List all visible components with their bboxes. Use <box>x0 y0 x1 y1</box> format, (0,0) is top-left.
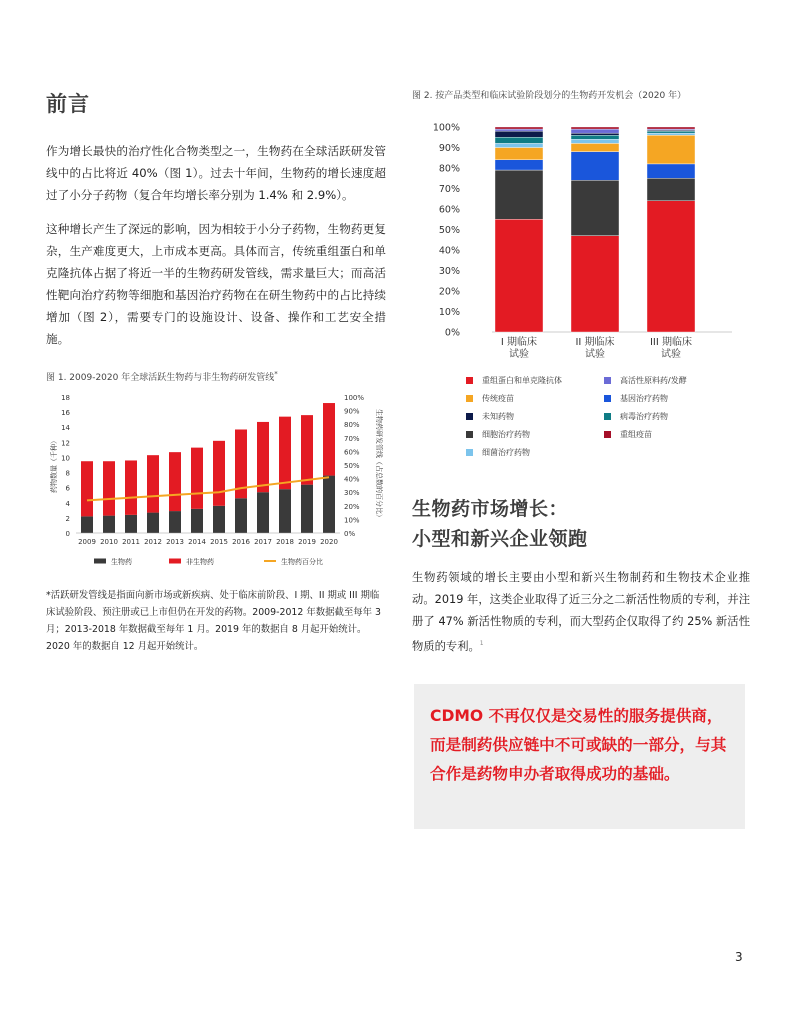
fig2-y-tick: 80% <box>438 163 460 175</box>
fig2-bar-segment <box>495 129 543 131</box>
fig2-x-tick: II 期临床 <box>575 337 615 348</box>
fig2-legend-label: 重组蛋白和单克隆抗体 <box>482 376 562 385</box>
growth-title-line2: 小型和新兴企业领跑 <box>412 528 588 550</box>
growth-paragraph-text: 生物药领域的增长主要由小型和新兴生物制药和生物技术企业推动。2019 年，这类企业取得了近三分之二新活性物质的专利，并注册了 47% 新活性物质的专利，而大型药企仅取得了约 25% 新活性物质的专利。 <box>412 571 750 653</box>
fig1-bar-nonbio <box>81 461 93 516</box>
fig1-legend-swatch <box>169 559 181 564</box>
fig1-y2-tick: 70% <box>344 434 360 443</box>
fig2-bar-segment <box>495 127 543 129</box>
fig1-bar-nonbio <box>301 415 313 485</box>
fig2-bar-segment <box>495 148 543 160</box>
fig2-x-tick: I 期临床 <box>500 337 538 348</box>
fig2-bar-segment <box>571 180 619 235</box>
intro-paragraph-1: 作为增长最快的治疗性化合物类型之一，生物药在全球活跃研发管线中的占比将近 40%（图 1）。过去十年间，生物药的增长速度超过了小分子药物（复合年均增长率分别为 1.4% 和 2.9%）。 <box>46 144 386 202</box>
fig2-legend-item <box>604 393 668 404</box>
fig1-x-tick: 2009 <box>78 538 96 546</box>
fig2-bar-segment <box>571 143 619 151</box>
right-column <box>412 88 747 380</box>
fig2-bar-segment <box>495 170 543 219</box>
fig1-x-tick: 2018 <box>276 538 294 546</box>
fig2-y-tick: 50% <box>438 225 460 236</box>
fig2-legend-label: 细菌治疗药物 <box>482 448 530 457</box>
fig2-legend-item <box>604 429 652 440</box>
fig1-x-tick: 2017 <box>254 538 272 546</box>
fig1-legend-label: 非生物药 <box>186 558 214 566</box>
fig1-y2-tick: 100% <box>344 394 365 402</box>
fig2-bar-segment <box>495 131 543 137</box>
fig1-y-tick: 16 <box>61 409 70 418</box>
fig1-bar-bio <box>191 509 203 533</box>
page-number: 3 <box>735 950 743 964</box>
growth-paragraph-sup: 1 <box>479 640 484 647</box>
fig2-bar-segment <box>571 236 619 332</box>
fig1-y2-tick: 10% <box>344 516 360 525</box>
fig1-chart <box>46 389 386 579</box>
fig2-bar-segment <box>571 127 619 129</box>
fig1-legend-label: 生物药 <box>111 558 132 566</box>
fig2-legend-swatch <box>466 377 473 384</box>
fig1-bar-nonbio <box>103 461 115 515</box>
fig2-y-tick: 60% <box>438 204 460 216</box>
fig1-y2-tick: 20% <box>344 502 360 511</box>
left-column <box>46 88 386 655</box>
fig2-bar-segment <box>571 139 619 143</box>
fig1-x-tick: 2013 <box>166 538 184 546</box>
fig1-y2-tick: 80% <box>344 421 360 430</box>
fig2-legend-item <box>604 375 687 386</box>
fig2-legend-label: 高活性原料药/发酵 <box>620 376 687 385</box>
fig2-x-tick: 试验 <box>509 349 529 360</box>
fig2-legend-swatch <box>604 431 611 438</box>
fig1-bar-bio <box>147 513 159 533</box>
fig2-legend-label: 基因治疗药物 <box>620 394 668 403</box>
fig2-legend-item <box>466 429 530 440</box>
fig2-bar-segment <box>571 152 619 181</box>
fig1-bar-nonbio <box>125 460 137 514</box>
fig1-x-tick: 2016 <box>232 538 250 546</box>
fig2-y-tick: 90% <box>438 143 460 154</box>
fig2-x-tick: III 期临床 <box>649 337 693 348</box>
fig1-x-tick: 2010 <box>100 538 118 546</box>
fig2-bar-segment <box>647 135 695 164</box>
growth-paragraph <box>412 567 750 658</box>
fig1-y-tick: 4 <box>65 499 70 508</box>
fig2-bar-segment <box>647 164 695 178</box>
fig1-legend-swatch <box>94 559 106 564</box>
fig2-legend-item <box>466 447 530 458</box>
fig1-y2-tick: 30% <box>344 489 360 498</box>
fig1-y-tick: 12 <box>61 439 70 448</box>
fig2-bar-segment <box>647 178 695 201</box>
fig1-y2-label: 生物药研发管线（占总数的百分比） <box>375 409 383 521</box>
fig1-bar-bio <box>279 489 291 533</box>
fig1-y-tick: 14 <box>61 424 70 433</box>
fig2-bar-segment <box>571 135 619 139</box>
fig2-legend-label: 病毒治疗药物 <box>620 412 668 421</box>
fig1-line-percent <box>87 477 329 500</box>
fig1-caption-sup: * <box>274 370 278 378</box>
growth-title-line1: 生物药市场增长： <box>412 498 569 520</box>
fig2-legend-swatch <box>466 413 473 420</box>
callout-box <box>414 684 745 829</box>
fig1-bar-nonbio <box>323 403 335 476</box>
intro-paragraph-2: 这种增长产生了深远的影响，因为相较于小分子药物，生物药更复杂，生产难度更大，上市成本更高。具体而言，传统重组蛋白和单克隆抗体占据了将近一半的生物药研发管线，需求量巨大；而高活性靶向治疗药物等细胞和基因治疗药物在在研生物药中的占比持续增加（图 2），需要专门的设施设计、设备、操作和工艺安全措施。 <box>46 222 386 346</box>
fig2-y-tick: 30% <box>438 266 460 277</box>
fig2-legend-item <box>466 393 514 404</box>
fig1-bar-bio <box>169 511 181 533</box>
fig1-bar-bio <box>125 515 137 533</box>
fig1-bar-nonbio <box>213 441 225 506</box>
fig1-y-tick: 18 <box>61 394 70 402</box>
fig2-legend-item <box>466 375 562 386</box>
fig1-x-tick: 2015 <box>210 538 228 546</box>
fig2-bar-segment <box>495 143 543 147</box>
fig1-bar-bio <box>81 516 93 533</box>
fig1-bar-nonbio <box>169 452 181 511</box>
fig1-bar-nonbio <box>279 417 291 490</box>
fig1-bar-nonbio <box>147 455 159 512</box>
fig2-legend-swatch <box>466 431 473 438</box>
fig1-caption-text: 图 1. 2009-2020 年全球活跃生物药与非生物药研发管线 <box>46 373 275 383</box>
fig1-y-tick: 0 <box>65 530 70 538</box>
fig1-bar-bio <box>323 476 335 533</box>
fig2-legend-swatch <box>604 413 611 420</box>
fig2-y-tick: 20% <box>438 286 460 298</box>
fig1-y-tick: 10 <box>61 454 70 463</box>
fig1-x-tick: 2019 <box>298 538 316 546</box>
fig2-bar-segment <box>495 160 543 170</box>
fig2-legend-label: 未知药物 <box>482 412 514 421</box>
fig2-legend-swatch <box>466 395 473 402</box>
fig1-y2-tick: 40% <box>344 475 360 484</box>
fig1-y2-tick: 60% <box>344 448 360 457</box>
fig2-y-tick: 70% <box>438 184 460 195</box>
fig2-bar-segment <box>495 137 543 143</box>
fig1-legend-label: 生物药百分比 <box>281 558 323 566</box>
fig1-y-label: 药物数量（千种） <box>50 437 58 493</box>
fig1-y2-tick: 50% <box>344 462 360 470</box>
fig2-bar-segment <box>647 127 695 129</box>
intro-title: 前言 <box>46 92 90 116</box>
growth-title <box>412 494 752 554</box>
fig2-bar-segment <box>571 133 619 135</box>
fig2-legend-label: 传统疫苗 <box>482 394 514 403</box>
fig1-bar-nonbio <box>257 422 269 492</box>
fig1-x-tick: 2014 <box>188 538 206 546</box>
fig2-legend-item <box>466 411 514 422</box>
fig1-footnote: *活跃研发管线是指面向新市场或新疾病、处于临床前阶段、I 期、II 期或 III 期临床试验阶段、预注册或已上市但仍在开发的药物。2009-2012 年数据截至每年 3 月；2013-2018 年数据截至每年 1 月。2019 年的数据自 8 月起开始统计。2020 年的数据自 12 月起开始统计。 <box>46 590 381 652</box>
fig1-bar-bio <box>235 498 247 533</box>
fig1-y-tick: 6 <box>65 484 70 493</box>
fig2-caption: 图 2. 按产品类型和临床试验阶段划分的生物药开发机会（2020 年） <box>412 91 687 101</box>
fig1-y2-tick: 90% <box>344 407 360 416</box>
fig1-x-tick: 2012 <box>144 538 162 546</box>
fig1-bar-bio <box>301 485 313 533</box>
fig2-x-tick: 试验 <box>661 349 681 360</box>
fig1-x-tick: 2020 <box>320 538 338 546</box>
fig2-legend-label: 细胞治疗药物 <box>482 430 530 439</box>
fig2-y-tick: 0% <box>444 327 460 339</box>
fig1-bar-bio <box>257 492 269 533</box>
fig2-bar-segment <box>647 201 695 332</box>
fig2-y-tick: 40% <box>438 245 460 257</box>
fig1-bar-bio <box>213 506 225 533</box>
fig2-bar-segment <box>647 133 695 135</box>
fig2-y-tick: 10% <box>438 307 460 318</box>
fig2-chart <box>412 105 747 380</box>
fig1-caption <box>46 370 386 383</box>
fig1-x-tick: 2011 <box>122 538 140 546</box>
fig2-legend-swatch <box>604 395 611 402</box>
callout-text: CDMO 不再仅仅是交易性的服务提供商，而是制药供应链中不可或缺的一部分，与其合作是药物申办者取得成功的基础。 <box>430 707 727 783</box>
fig2-x-tick: 试验 <box>585 349 605 360</box>
fig1-bar-nonbio <box>191 448 203 509</box>
fig2-legend-item <box>604 411 668 422</box>
fig2-legend-label: 重组疫苗 <box>620 430 652 439</box>
fig2-legend-swatch <box>466 449 473 456</box>
fig1-y2-tick: 0% <box>344 530 356 538</box>
fig2-bar-segment <box>647 131 695 133</box>
fig2-legend-swatch <box>604 377 611 384</box>
fig2-bar-segment <box>495 219 543 332</box>
fig1-y-tick: 2 <box>65 514 70 523</box>
fig1-y-tick: 8 <box>65 469 70 478</box>
fig1-bar-bio <box>103 516 115 533</box>
fig2-bar-segment <box>571 129 619 133</box>
fig2-y-tick: 100% <box>432 122 460 134</box>
